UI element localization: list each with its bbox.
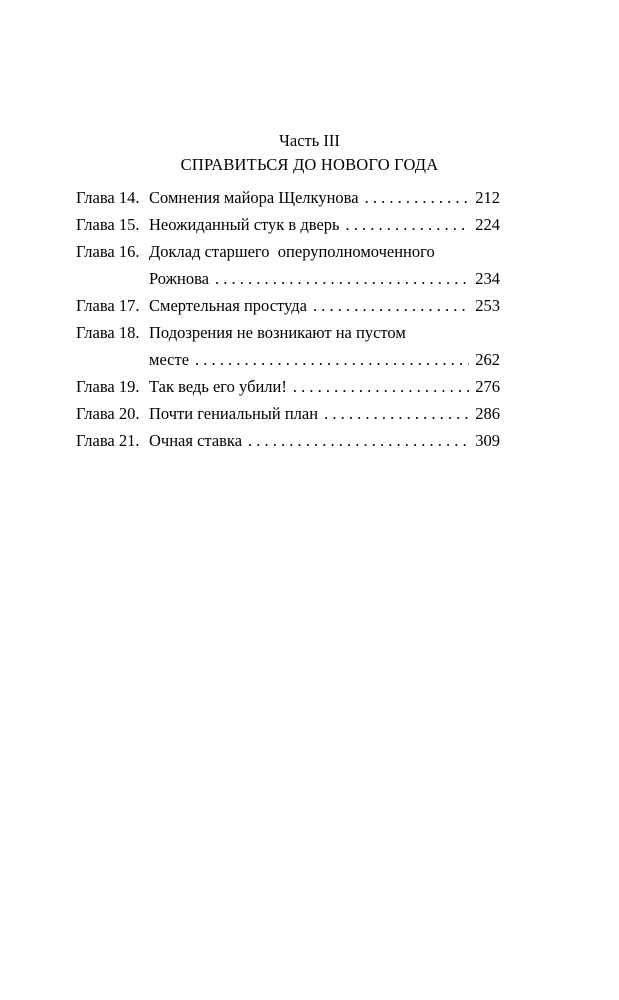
chapter-number: Глава 17. bbox=[76, 296, 140, 315]
toc-line bbox=[76, 404, 500, 424]
chapter-title: Неожиданный стук в дверь bbox=[149, 215, 340, 234]
chapter-number: Глава 21. bbox=[76, 431, 140, 450]
toc-entry bbox=[76, 242, 500, 289]
chapter-title: Доклад старшего оперуполномоченного bbox=[149, 242, 435, 261]
chapter-number: Глава 16. bbox=[76, 242, 140, 261]
toc-line bbox=[76, 377, 500, 397]
toc-entry bbox=[76, 431, 500, 451]
toc-line bbox=[76, 323, 500, 343]
dot-leader bbox=[215, 269, 469, 289]
table-of-contents bbox=[76, 188, 500, 458]
chapter-number: Глава 19. bbox=[76, 377, 140, 396]
chapter-title-continuation: месте bbox=[149, 350, 190, 369]
page-number: 253 bbox=[475, 296, 500, 315]
page-number: 276 bbox=[475, 377, 500, 396]
dot-leader bbox=[248, 431, 469, 451]
toc-line-continuation bbox=[76, 269, 500, 289]
page-number: 309 bbox=[475, 431, 500, 450]
toc-line bbox=[76, 215, 500, 235]
chapter-number: Глава 20. bbox=[76, 404, 140, 423]
toc-line bbox=[76, 188, 500, 208]
dot-leader bbox=[195, 350, 469, 370]
toc-entry bbox=[76, 377, 500, 397]
page-number: 212 bbox=[475, 188, 500, 207]
toc-entry bbox=[76, 296, 500, 316]
chapter-title: Очная ставка bbox=[149, 431, 243, 450]
chapter-title: Подозрения не возникают на пустом bbox=[149, 323, 406, 342]
chapter-number: Глава 15. bbox=[76, 215, 140, 234]
page-number: 234 bbox=[475, 269, 500, 288]
page-number: 286 bbox=[475, 404, 500, 423]
toc-entry bbox=[76, 323, 500, 370]
toc-line bbox=[76, 296, 500, 316]
chapter-title: Почти гениальный план bbox=[149, 404, 319, 423]
toc-entry bbox=[76, 215, 500, 235]
chapter-title: Смертельная простуда bbox=[149, 296, 307, 315]
part-title: СПРАВИТЬСЯ ДО НОВОГО ГОДА bbox=[180, 155, 439, 174]
dot-leader bbox=[293, 377, 469, 397]
dot-leader bbox=[324, 404, 469, 424]
page-number: 224 bbox=[475, 215, 500, 234]
toc-line bbox=[76, 431, 500, 451]
chapter-title-continuation: Рожнова bbox=[149, 269, 209, 288]
dot-leader bbox=[313, 296, 469, 316]
toc-line bbox=[76, 242, 500, 262]
chapter-number: Глава 14. bbox=[76, 188, 140, 207]
toc-entry bbox=[76, 404, 500, 424]
dot-leader bbox=[346, 215, 470, 235]
toc-entry bbox=[76, 188, 500, 208]
part-label: Часть III bbox=[279, 131, 340, 150]
chapter-title: Так ведь его убили! bbox=[149, 377, 287, 396]
chapter-number: Глава 18. bbox=[76, 323, 140, 342]
page-number: 262 bbox=[475, 350, 500, 369]
chapter-title: Сомнения майора Щелкунова bbox=[149, 188, 359, 207]
dot-leader bbox=[365, 188, 470, 208]
toc-line-continuation bbox=[76, 350, 500, 370]
